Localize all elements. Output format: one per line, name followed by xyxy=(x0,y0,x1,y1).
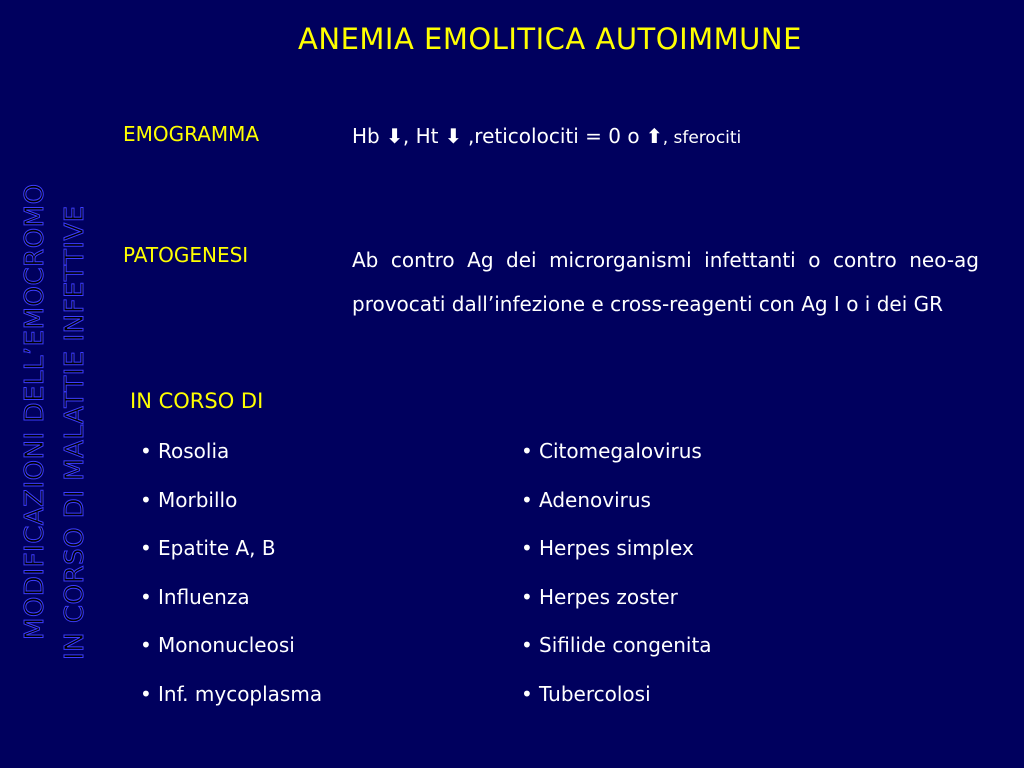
list-item xyxy=(521,536,712,585)
reticolociti-text: ,reticolociti = 0 o xyxy=(461,124,640,148)
list-item xyxy=(521,633,712,682)
bullet-icon: • xyxy=(140,633,152,657)
sferociti-text: , sferociti xyxy=(662,128,742,148)
bullet-icon: • xyxy=(140,681,152,706)
list-item xyxy=(140,536,322,585)
list-item xyxy=(140,488,322,537)
hb-text: Hb xyxy=(352,124,380,148)
list-item xyxy=(521,488,712,537)
list-item-label: Tubercolosi xyxy=(539,681,651,706)
ht-text: , Ht xyxy=(402,124,439,148)
list-item-label: Adenovirus xyxy=(539,487,651,512)
disease-list-left xyxy=(140,439,322,730)
side-title xyxy=(0,0,120,768)
bullet-icon: • xyxy=(140,439,152,463)
bullet-icon: • xyxy=(140,487,152,512)
bullet-icon: • xyxy=(140,584,152,609)
down-arrow-icon: ⬇ xyxy=(386,124,403,148)
list-item-label: Mononucleosi xyxy=(158,633,295,657)
up-arrow-icon: ⬆ xyxy=(645,124,663,148)
list-item xyxy=(521,439,712,488)
emogramma-text xyxy=(352,124,992,148)
list-item-label: Herpes zoster xyxy=(539,584,678,609)
list-item-label: Rosolia xyxy=(158,439,230,463)
patogenesi-label: PATOGENESI xyxy=(123,243,249,267)
side-title-line-1: MODIFICAZIONI DELL’EMOCROMO xyxy=(20,183,50,640)
bullet-icon: • xyxy=(521,487,533,512)
bullet-icon: • xyxy=(521,536,533,560)
disease-list-right xyxy=(521,439,712,730)
bullet-icon: • xyxy=(521,633,533,657)
bullet-icon: • xyxy=(521,681,533,706)
list-item xyxy=(140,682,322,731)
in-corso-di-label: IN CORSO DI xyxy=(130,389,264,413)
bullet-icon: • xyxy=(521,584,533,609)
list-item-label: Sifilide congenita xyxy=(539,633,712,657)
list-item-label: Inf. mycoplasma xyxy=(158,681,323,706)
bullet-icon: • xyxy=(140,536,152,560)
list-item xyxy=(521,585,712,634)
list-item-label: Morbillo xyxy=(158,487,238,512)
list-item xyxy=(140,585,322,634)
list-item xyxy=(140,633,322,682)
list-item-label: Influenza xyxy=(158,584,250,609)
emogramma-label: EMOGRAMMA xyxy=(123,122,260,146)
list-item xyxy=(521,682,712,731)
bullet-icon: • xyxy=(521,439,533,463)
list-item-label: Epatite A, B xyxy=(158,536,276,560)
list-item xyxy=(140,439,322,488)
slide-title: ANEMIA EMOLITICA AUTOIMMUNE xyxy=(298,22,802,56)
list-item-label: Herpes simplex xyxy=(539,536,694,560)
list-item-label: Citomegalovirus xyxy=(539,439,702,463)
side-title-line-2: IN CORSO DI MALATTIE INFETTIVE xyxy=(60,205,90,660)
down-arrow-icon: ⬇ xyxy=(444,124,462,148)
patogenesi-text: Ab contro Ag dei microrganismi infettanti o contro neo-ag provocati dall’infezione e cross-reagenti con Ag I o i dei GR xyxy=(352,248,979,316)
